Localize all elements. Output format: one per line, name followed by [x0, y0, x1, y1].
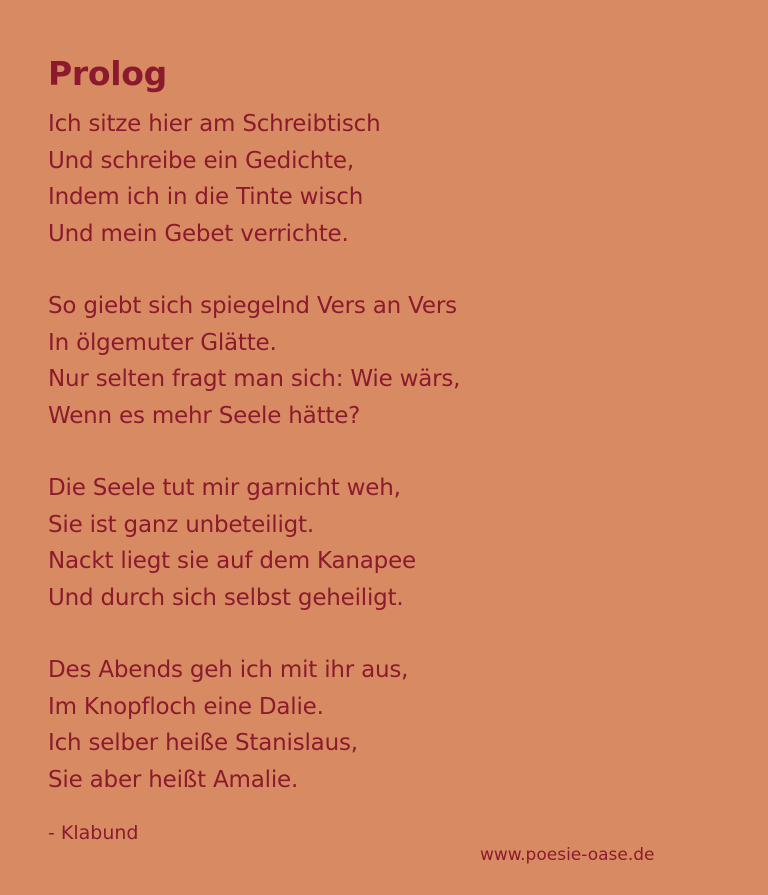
poem-line: Indem ich in die Tinte wisch [48, 184, 364, 210]
poem-line: Nackt liegt sie auf dem Kanapee [48, 548, 416, 574]
poem-line: In ölgemuter Glätte. [48, 329, 277, 356]
poem-line: Des Abends geh ich mit ihr aus, [48, 657, 409, 683]
poem-line: Im Knopfloch eine Dalie. [48, 693, 324, 720]
stanza-4 [48, 652, 728, 798]
poem-line: Und schreibe ein Gedichte, [48, 147, 354, 174]
poem-card [48, 52, 728, 834]
stanza-3 [48, 470, 728, 616]
poem-line: Nur selten fragt man sich: Wie wärs, [48, 366, 461, 392]
poem-line: Ich selber heiße Stanislaus, [48, 730, 358, 756]
website-url: www.poesie-oase.de [480, 845, 655, 865]
poem-line: Die Seele tut mir garnicht weh, [48, 475, 401, 501]
poem-line: Sie aber heißt Amalie. [48, 766, 299, 793]
poem-author: - Klabund [48, 822, 139, 844]
poem-title: Prolog [48, 54, 167, 93]
poem-line: Ich sitze hier am Schreibtisch [48, 111, 381, 137]
stanza-1 [48, 106, 728, 252]
poem-line: Und mein Gebet verrichte. [48, 220, 349, 247]
poem-line: Sie ist ganz unbeteiligt. [48, 511, 314, 538]
poem-line: Wenn es mehr Seele hätte? [48, 402, 361, 429]
poem-line: So giebt sich spiegelnd Vers an Vers [48, 293, 457, 319]
poem-line: Und durch sich selbst geheiligt. [48, 584, 404, 611]
stanza-2 [48, 288, 728, 434]
